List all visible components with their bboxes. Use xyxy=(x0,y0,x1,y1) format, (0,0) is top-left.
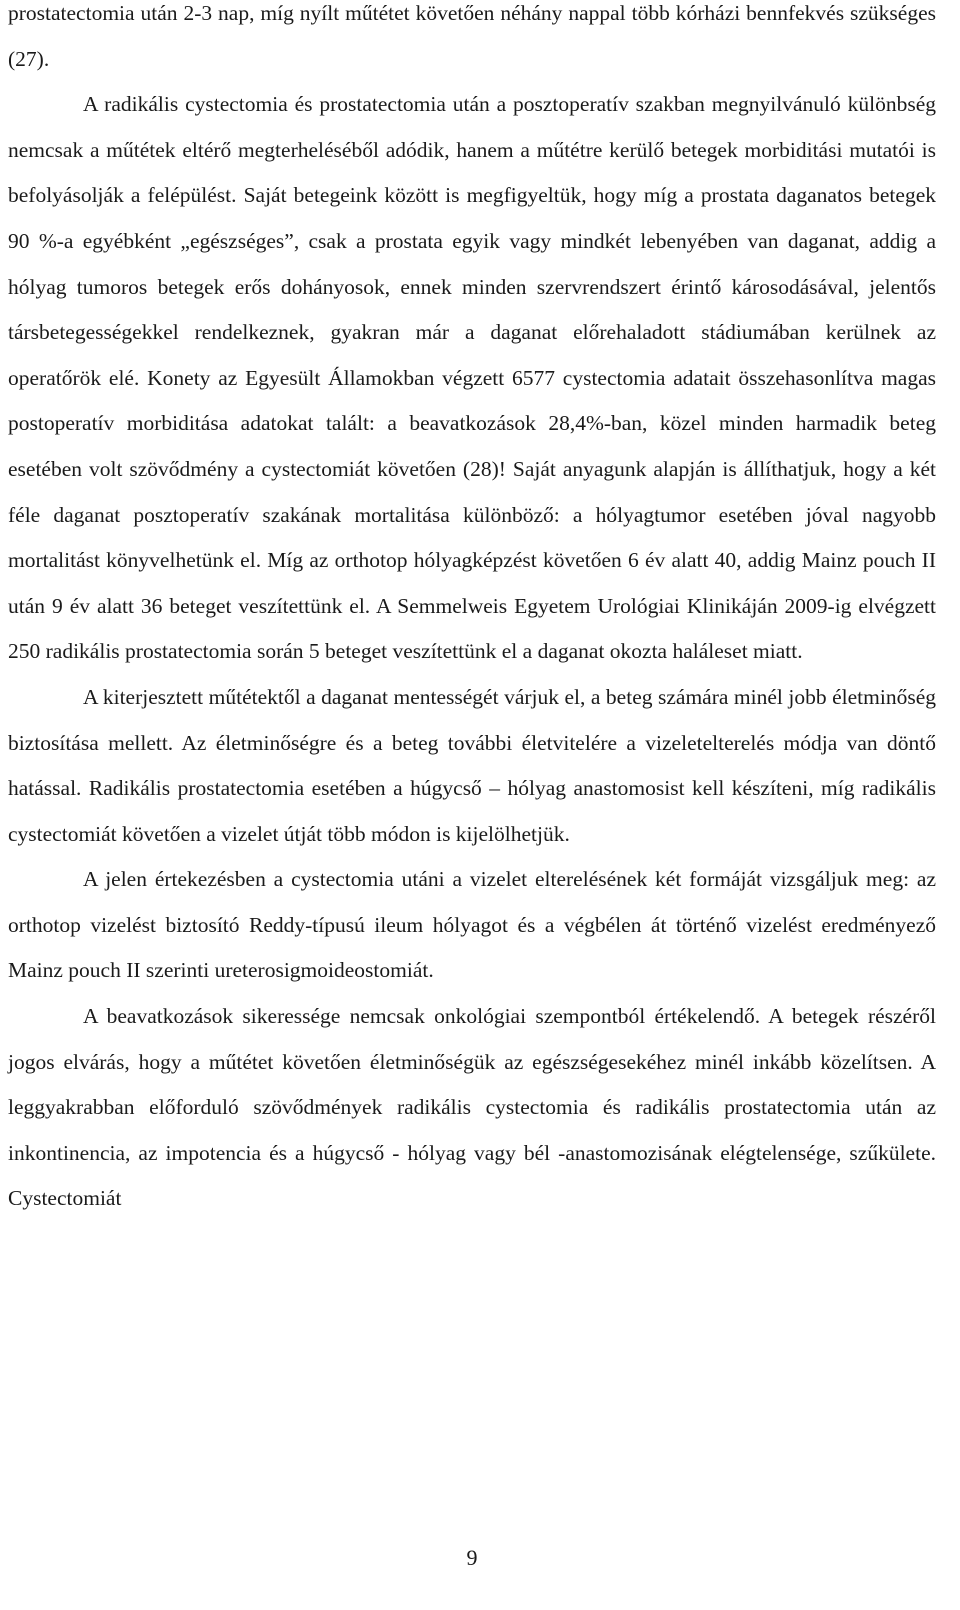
document-page xyxy=(8,0,936,1610)
paragraph-4: A jelen értekezésben a cystectomia utáni a vizelet elterelésének két formáját vizsgáljuk meg: az orthotop vizelést biztosító Reddy-típusú ileum hólyagot és a végbélen át történő vizelést eredményező Mainz pouch II szerinti ureterosigmoideostomiát. xyxy=(8,867,936,983)
paragraph-2: A radikális cystectomia és prostatectomia után a posztoperatív szakban megnyilvánuló különbség nemcsak a műtétek eltérő megterheléséből adódik, hanem a műtétre kerülő betegek morbiditási mutatói is befolyásolják a felépülést. Saját betegeink között is megfigyeltük, hogy míg a prostata daganatos betegek 90 %-a egyébként „egészséges”, csak a prostata egyik vagy mindkét lebenyében van daganat, addig a hólyag tumoros betegek erős dohányosok, ennek minden szervrendszert érintő károsodásával, jelentős társbetegességekkel rendelkeznek, gyakran már a daganat előrehaladott stádiumában kerülnek az operatőrök elé. Konety az Egyesült Államokban végzett 6577 cystectomia adatait összehasonlítva magas postoperatív morbiditása adatokat talált: a beavatkozások 28,4%-ban, közel minden harmadik beteg esetében volt szövődmény a cystectomiát követően (28)! Saját anyagunk alapján is állíthatjuk, hogy a két féle daganat posztoperatív szakának mortalitása különböző: a hólyagtumor esetében jóval nagyobb mortalitást könyvelhetünk el. Míg az orthotop hólyagképzést követően 6 év alatt 40, addig Mainz pouch II után 9 év alatt 36 beteget veszítettünk el. A Semmelweis Egyetem Urológiai Klinikáján 2009-ig elvégzett 250 radikális prostatectomia során 5 beteget veszítettünk el a daganat okozta haláleset miatt. xyxy=(8,92,936,664)
paragraph-1: prostatectomia után 2-3 nap, míg nyílt műtétet követően néhány nappal több kórházi bennfekvés szükséges (27). xyxy=(8,1,936,71)
paragraph-5: A beavatkozások sikeressége nemcsak onkológiai szempontból értékelendő. A betegek részéről jogos elvárás, hogy a műtétet követően életminőségük az egészségesekéhez minél inkább közelítsen. A leggyakrabban előforduló szövődmények radikális cystectomia és radikális prostatectomia után az inkontinencia, az impotencia és a húgycső - hólyag vagy bél -anastomozisának elégtelensége, szűkülete. Cystectomiát xyxy=(8,1004,936,1211)
paragraph-3: A kiterjesztett műtétektől a daganat mentességét várjuk el, a beteg számára minél jobb életminőség biztosítása mellett. Az életminőségre és a beteg további életvitelére a vizeletelterelés módja van döntő hatással. Radikális prostatectomia esetében a húgycső – hólyag anastomosist kell készíteni, míg radikális cystectomiát követően a vizelet útját több módon is kijelölhetjük. xyxy=(8,684,936,846)
page-number: 9 xyxy=(466,1545,478,1570)
